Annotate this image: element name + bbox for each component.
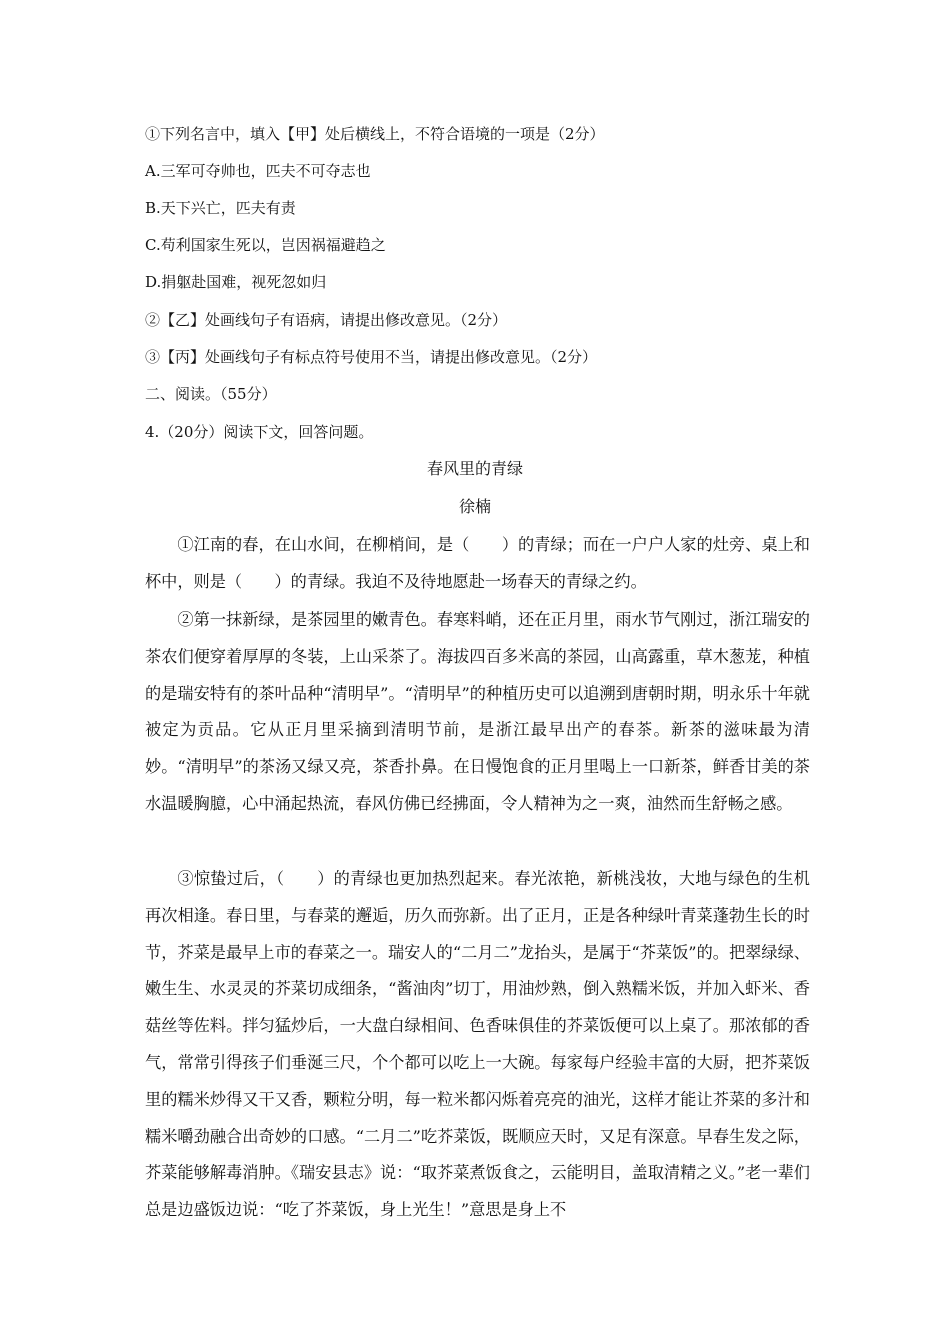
article-author: 徐楠 bbox=[458, 497, 491, 516]
question-2: ②【乙】处画线句子有语病，请提出修改意见。（2分） bbox=[145, 311, 508, 329]
article-paragraph-1: ①江南的春，在山水间，在柳梢间，是（ ）的青绿；而在一户户人家的灶旁、桌上和杯中，则是（ ）的青绿。我迫不及待地愿赴一场春天的青绿之约。 bbox=[145, 535, 810, 591]
article-paragraph-3: ③惊蛰过后，（ ）的青绿也更加热烈起来。春光浓艳，新桃浅妆，大地与绿色的生机再次相逢。春日里，与春菜的邂逅，历久而弥新。出了正月，正是各种绿叶青菜蓬勃生长的时节，芥菜是最早上市的春菜之一。瑞安人的“二月二”龙抬头，是属于“芥菜饭”的。把翠绿绿、嫩生生、水灵灵的芥菜切成细条，“酱油肉”切丁，用油炒熟，倒入熟糯米饭，并加入虾米、香菇丝等佐料。拌匀猛炒后，一大盘白绿相间、色香味俱佳的芥菜饭便可以上桌了。那浓郁的香气，常常引得孩子们垂涎三尺，个个都可以吃上一大碗。每家每户经验丰富的大厨，把芥菜饭里的糯米炒得又干又香，颗粒分明，每一粒米都闪烁着亮亮的油光，这样才能让芥菜的多汁和糯米嚼劲融合出奇妙的口感。“二月二”吃芥菜饭，既顺应天时，又足有深意。早春生发之际，芥菜能够解毒消肿。《瑞安县志》说：“取芥菜煮饭食之，云能明目，盖取清精之义。”老一辈们总是边盛饭边说：“吃了芥菜饭，身上光生！”意思是身上不 bbox=[145, 869, 810, 1220]
section-heading: 二、阅读。（55分） bbox=[145, 385, 277, 403]
option-d: D.捐躯赴国难，视死忽如归 bbox=[145, 273, 327, 291]
question-1: ①下列名言中，填入【甲】处后横线上，不符合语境的一项是（2分） bbox=[145, 125, 605, 143]
option-a: A.三军可夺帅也，匹夫不可夺志也 bbox=[145, 162, 371, 180]
article-title: 春风里的青绿 bbox=[426, 459, 523, 478]
question-4: 4.（20分）阅读下文，回答问题。 bbox=[145, 423, 374, 441]
option-b: B.天下兴亡，匹夫有责 bbox=[145, 199, 296, 217]
option-c: C.苟利国家生死以，岂因祸福避趋之 bbox=[145, 236, 386, 254]
article-paragraph-2: ②第一抹新绿，是茶园里的嫩青色。春寒料峭，还在正月里，雨水节气刚过，浙江瑞安的茶农们便穿着厚厚的冬装，上山采茶了。海拔四百多米高的茶园，山高露重，草木葱茏，种植的是瑞安特有的茶叶品种“清明早”。“清明早”的种植历史可以追溯到唐朝时期，明永乐十年就被定为贡品。它从正月里采摘到清明节前，是浙江最早出产的春茶。新茶的滋味最为清妙。“清明早”的茶汤又绿又亮，茶香扑鼻。在日慢饱食的正月里喝上一口新茶，鲜香甘美的茶水温暖胸臆，心中涌起热流，春风仿佛已经拂面，令人精神为之一爽，油然而生舒畅之感。 bbox=[145, 610, 810, 813]
question-3: ③【丙】处画线句子有标点符号使用不当，请提出修改意见。（2分） bbox=[145, 348, 598, 366]
